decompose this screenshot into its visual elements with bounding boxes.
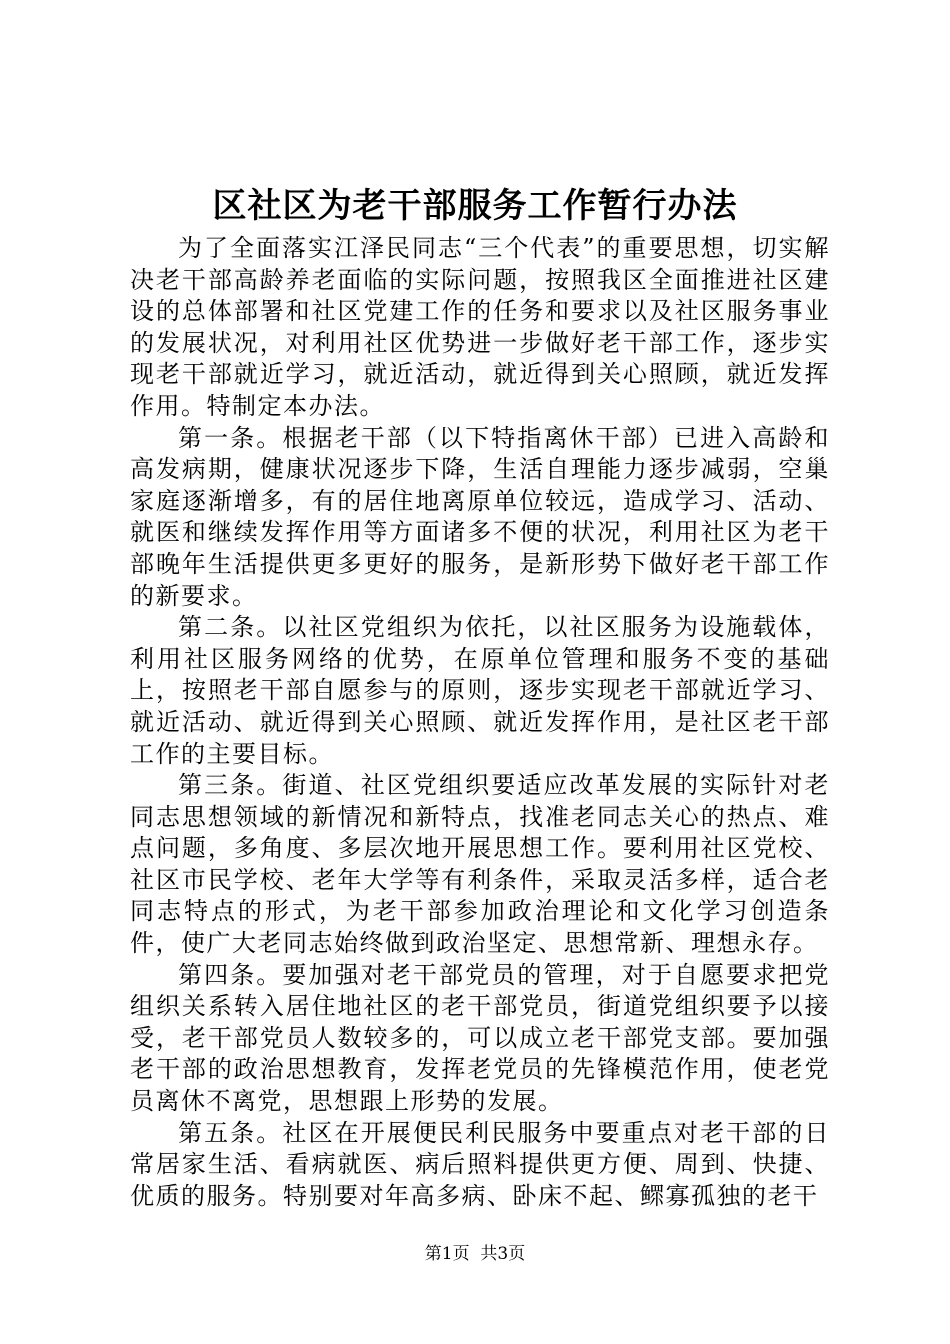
page-total: 共3页	[480, 1244, 526, 1264]
paragraph-article-5: 第五条。社区在开展便民利民服务中要重点对老干部的日常居家生活、看病就医、病后照料提供更方便、周到、快捷、优质的服务。特别要对年高多病、卧床不起、鳏寡孤独的老干	[130, 1118, 830, 1210]
document-title: 区社区为老干部服务工作暂行办法	[212, 186, 738, 226]
paragraph-article-2: 第二条。以社区党组织为依托，以社区服务为设施载体，利用社区服务网络的优势，在原单位管理和服务不变的基础上，按照老干部自愿参与的原则，逐步实现老干部就近学习、就近活动、就近得到关心照顾、就近发挥作用，是社区老干部工作的主要目标。	[130, 613, 830, 768]
page-footer	[0, 1242, 950, 1266]
paragraph-article-3: 第三条。街道、社区党组织要适应改革发展的实际针对老同志思想领域的新情况和新特点，找准老同志关心的热点、难点问题，多角度、多层次地开展思想工作。要利用社区党校、社区市民学校、老年大学等有利条件，采取灵活多样，适合老同志特点的形式，为老干部参加政治理论和文化学习创造条件，使广大老同志始终做到政治坚定、思想常新、理想永存。	[130, 771, 830, 958]
footer-separator	[470, 1244, 481, 1264]
document-body	[130, 233, 830, 1212]
paragraph-article-4: 第四条。要加强对老干部党员的管理，对于自愿要求把党组织关系转入居住地社区的老干部党员，街道党组织要予以接受，老干部党员人数较多的，可以成立老干部党支部。要加强老干部的政治思想教育，发挥老党员的先锋模范作用，使老党员离休不离党，思想跟上形势的发展。	[130, 960, 830, 1116]
paragraph-article-1: 第一条。根据老干部（以下特指离休干部）已进入高龄和高发病期，健康状况逐步下降，生活自理能力逐步减弱，空巢家庭逐渐增多，有的居住地离原单位较远，造成学习、活动、就医和继续发挥作用等方面诸多不便的状况，利用社区为老干部晚年生活提供更多更好的服务，是新形势下做好老干部工作的新要求。	[130, 423, 830, 610]
paragraph-intro: 为了全面落实江泽民同志“三个代表”的重要思想，切实解决老干部高龄养老面临的实际问题，按照我区全面推进社区建设的总体部署和社区党建工作的任务和要求以及社区服务事业的发展状况，对利用社区优势进一步做好老干部工作，逐步实现老干部就近学习，就近活动，就近得到关心照顾，就近发挥作用。特制定本办法。	[130, 234, 830, 420]
page-number: 第1页	[424, 1244, 470, 1264]
